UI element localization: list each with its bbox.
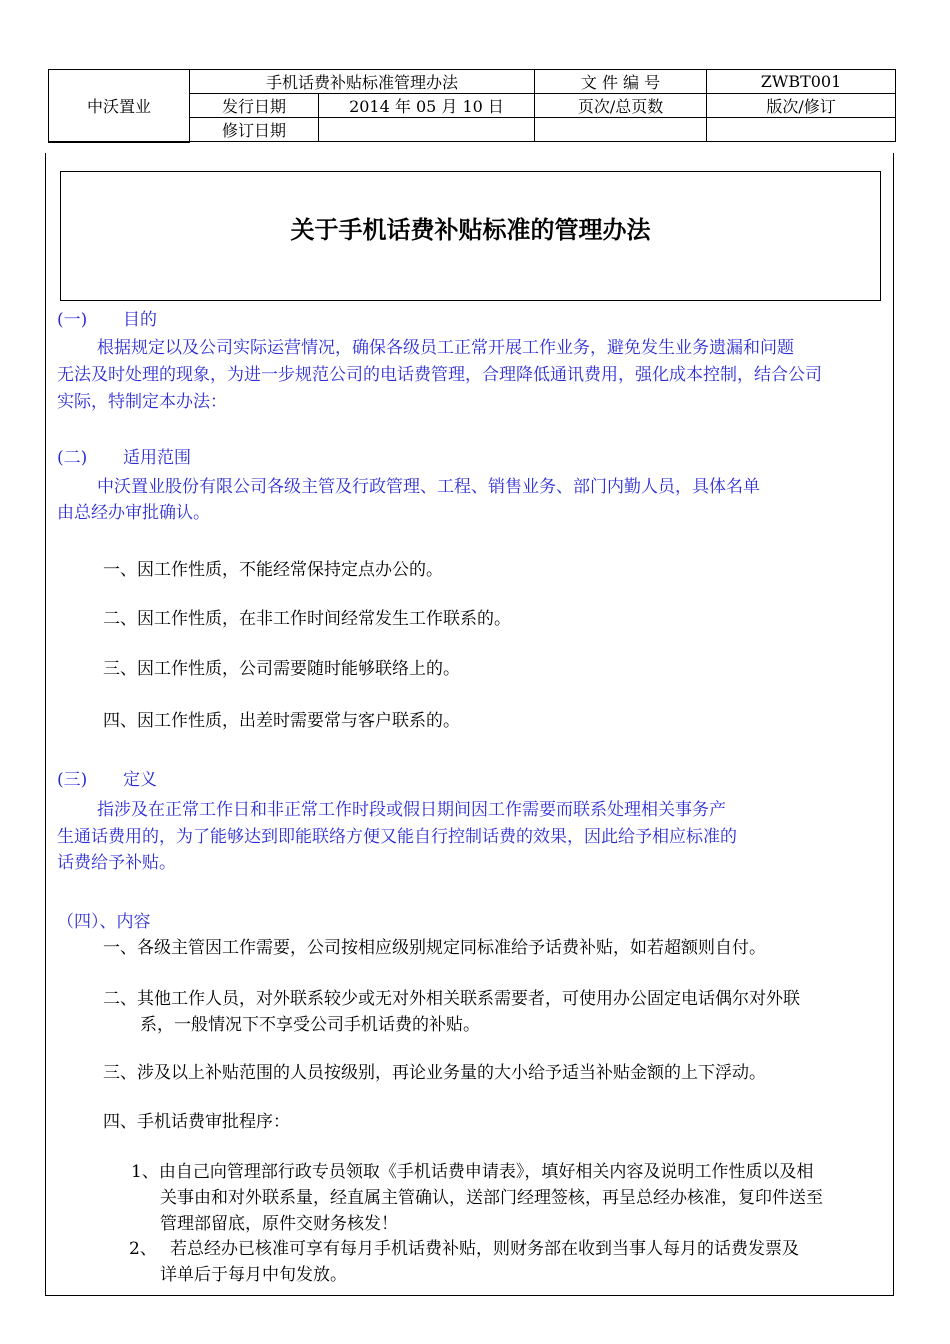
section-2-line2: 由总经办审批确认。 [57,503,210,523]
company-name: 中沃置业 [49,70,190,142]
page-value [535,118,707,142]
content-item-2-line1: 二、其他工作人员，对外联系较少或无对外相关联系需要者，可使用办公固定电话偶尔对外联 [103,989,800,1009]
version-label: 版次/修订 [707,94,896,118]
list-item: 一、因工作性质，不能经常保持定点办公的。 [103,560,443,580]
section-1-number: (一) [57,310,88,330]
procedure-2-line2: 详单后于每月中旬发放。 [160,1265,347,1285]
procedure-1-line3: 管理部留底，原件交财务核发！ [160,1214,398,1234]
content-item-4: 四、手机话费审批程序： [103,1112,290,1132]
section-4-heading: （四）、内容 [57,912,151,932]
list-item: 三、因工作性质，公司需要随时能够联络上的。 [103,659,460,679]
section-2-number: (二) [57,448,88,468]
issue-date: 2014 年 05 月 10 日 [319,94,535,118]
list-item: 四、因工作性质，出差时需要常与客户联系的。 [103,711,460,731]
section-3-line3: 话费给予补贴。 [57,853,176,873]
content-item-1: 一、各级主管因工作需要，公司按相应级别规定同标准给予话费补贴，如若超额则自付。 [103,938,766,958]
procedure-1-line2: 关事由和对外联系量，经直属主管确认，送部门经理签核，再呈总经办核准，复印件送至 [160,1188,823,1208]
section-1-line2: 无法及时处理的现象，为进一步规范公司的电话费管理，合理降低通讯费用，强化成本控制，结合公司 [57,365,822,385]
file-no: ZWBT001 [707,70,896,94]
content-item-2-line2: 系，一般情况下不享受公司手机话费的补贴。 [140,1015,480,1035]
section-3-heading: 定义 [123,770,157,790]
revise-date-value [319,118,535,142]
revise-date-label: 修订日期 [190,118,319,142]
section-1-heading: 目的 [123,310,157,330]
section-1-line3: 实际，特制定本办法： [57,392,227,412]
list-item: 二、因工作性质，在非工作时间经常发生工作联系的。 [103,609,511,629]
section-3-line1: 指涉及在正常工作日和非正常工作时段或假日期间因工作需要而联系处理相关事务产 [97,800,726,820]
section-3-number: (三) [57,770,88,790]
page-label: 页次/总页数 [535,94,707,118]
version-value [707,118,896,142]
procedure-2-number: 2、 [129,1239,157,1259]
page-title: 关于手机话费补贴标准的管理办法 [290,215,651,244]
doc-name: 手机话费补贴标准管理办法 [190,70,535,94]
procedure-2-line1: 若总经办已核准可享有每月手机话费补贴，则财务部在收到当事人每月的话费发票及 [170,1239,799,1259]
section-2-line1: 中沃置业股份有限公司各级主管及行政管理、工程、销售业务、部门内勤人员，具体名单 [97,477,760,497]
document-header-table [48,69,896,143]
procedure-1-line1: 1、由自己向管理部行政专员领取《手机话费申请表》，填好相关内容及说明工作性质以及相 [131,1162,814,1182]
issue-date-label: 发行日期 [190,94,319,118]
content-item-3: 三、涉及以上补贴范围的人员按级别，再论业务量的大小给予适当补贴金额的上下浮动。 [103,1063,766,1083]
section-3-line2: 生通话费用的，为了能够达到即能联络方便又能自行控制话费的效果，因此给予相应标准的 [57,827,737,847]
file-no-label: 文 件 编 号 [535,70,707,94]
title-box [60,171,881,301]
section-1-line1: 根据规定以及公司实际运营情况，确保各级员工正常开展工作业务，避免发生业务遗漏和问题 [97,338,794,358]
section-2-heading: 适用范围 [123,448,191,468]
